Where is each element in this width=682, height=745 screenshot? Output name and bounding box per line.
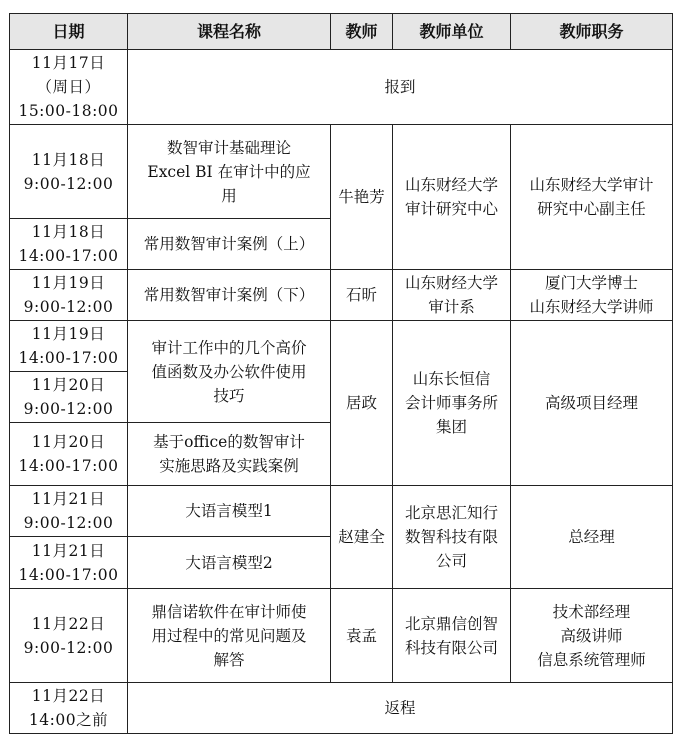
- course-cell: 基于office的数智审计 实施思路及实践案例: [128, 423, 331, 486]
- title-cell: 高级项目经理: [511, 321, 673, 486]
- teacher-cell: 石昕: [331, 270, 393, 321]
- title-cell: 总经理: [511, 486, 673, 589]
- title-cell: 山东财经大学审计 研究中心副主任: [511, 125, 673, 270]
- date-cell: 11月19日 9:00-12:00: [10, 270, 128, 321]
- unit-cell: 北京鼎信创智 科技有限公司: [393, 589, 511, 683]
- table-row: [10, 125, 673, 219]
- course-cell: 常用数智审计案例（下）: [128, 270, 331, 321]
- date-cell: 11月18日 14:00-17:00: [10, 219, 128, 270]
- teacher-cell: 牛艳芳: [331, 125, 393, 270]
- date-cell: 11月21日 14:00-17:00: [10, 537, 128, 589]
- header-teacher: 教师: [331, 14, 393, 50]
- header-unit: 教师单位: [393, 14, 511, 50]
- return-cell: 返程: [128, 683, 673, 734]
- header-course: 课程名称: [128, 14, 331, 50]
- table-row: [10, 589, 673, 683]
- header-row: [10, 14, 673, 50]
- date-cell: 11月18日 9:00-12:00: [10, 125, 128, 219]
- date-cell: 11月19日 14:00-17:00: [10, 321, 128, 372]
- table-row: [10, 270, 673, 321]
- date-cell: 11月22日 14:00之前: [10, 683, 128, 734]
- course-cell: 常用数智审计案例（上）: [128, 219, 331, 270]
- teacher-cell: 袁孟: [331, 589, 393, 683]
- date-cell: 11月22日 9:00-12:00: [10, 589, 128, 683]
- schedule-table: [9, 13, 673, 734]
- course-cell: 审计工作中的几个高价 值函数及办公软件使用 技巧: [128, 321, 331, 423]
- table-row: [10, 50, 673, 125]
- course-cell: 鼎信诺软件在审计师使 用过程中的常见问题及 解答: [128, 589, 331, 683]
- date-cell: 11月20日 14:00-17:00: [10, 423, 128, 486]
- unit-cell: 山东财经大学 审计研究中心: [393, 125, 511, 270]
- header-date: 日期: [10, 14, 128, 50]
- unit-cell: 北京思汇知行 数智科技有限 公司: [393, 486, 511, 589]
- date-cell: 11月20日 9:00-12:00: [10, 372, 128, 423]
- header-title: 教师职务: [511, 14, 673, 50]
- table-row: [10, 486, 673, 537]
- title-cell: 厦门大学博士 山东财经大学讲师: [511, 270, 673, 321]
- date-cell: 11月21日 9:00-12:00: [10, 486, 128, 537]
- date-cell: 11月17日 （周日） 15:00-18:00: [10, 50, 128, 125]
- title-cell: 技术部经理 高级讲师 信息系统管理师: [511, 589, 673, 683]
- unit-cell: 山东财经大学 审计系: [393, 270, 511, 321]
- table-row: [10, 321, 673, 372]
- course-cell: 大语言模型2: [128, 537, 331, 589]
- teacher-cell: 赵建全: [331, 486, 393, 589]
- table-row: [10, 683, 673, 734]
- course-cell: 大语言模型1: [128, 486, 331, 537]
- teacher-cell: 居政: [331, 321, 393, 486]
- course-cell: 数智审计基础理论 Excel BI 在审计中的应 用: [128, 125, 331, 219]
- unit-cell: 山东长恒信 会计师事务所 集团: [393, 321, 511, 486]
- checkin-cell: 报到: [128, 50, 673, 125]
